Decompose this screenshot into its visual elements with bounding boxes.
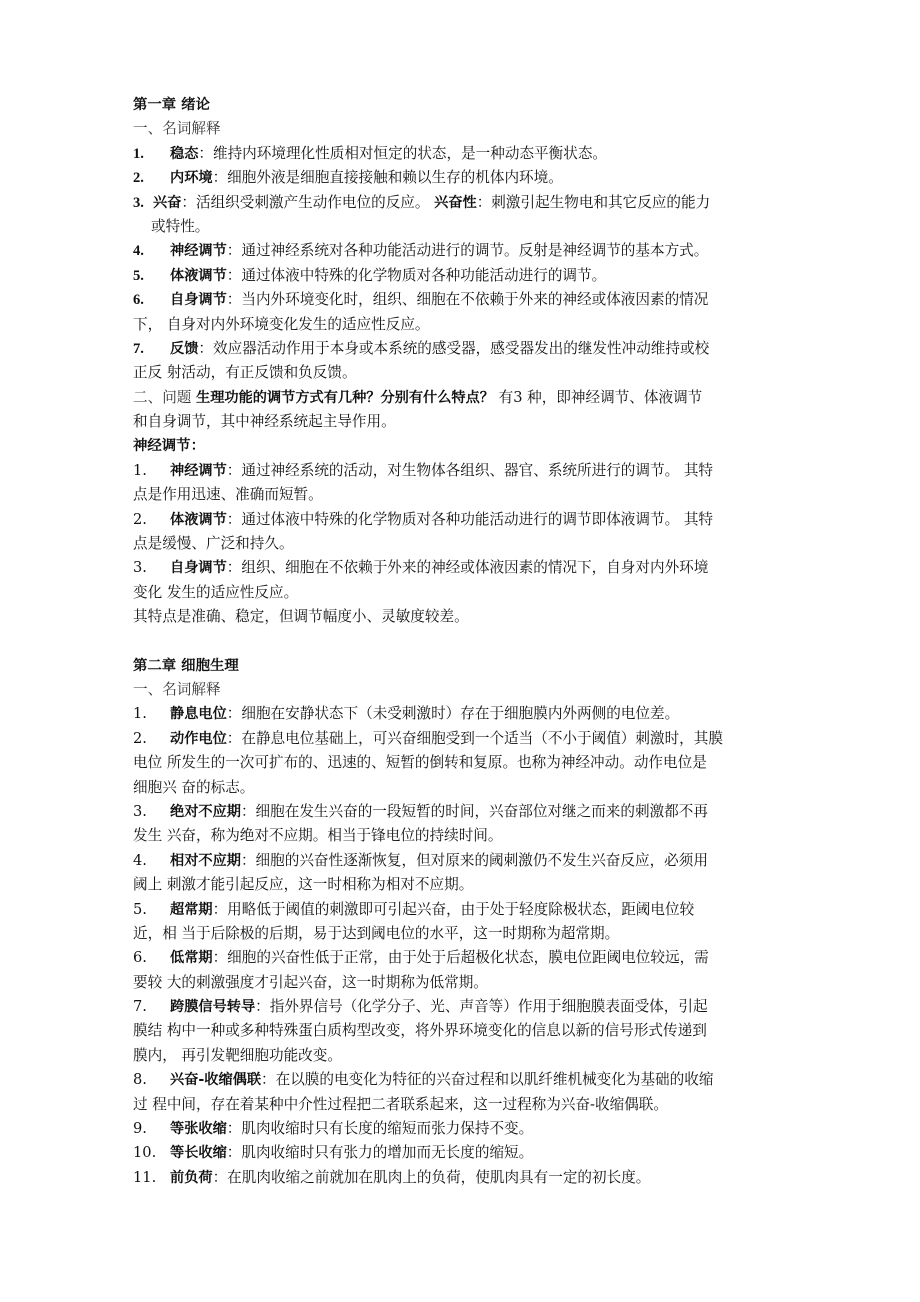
chapter-title: 第一章 绪论 (133, 97, 210, 113)
term: 体液调节 (170, 511, 227, 528)
closing-text: 其特点是准确、稳定，但调节幅度小、灵敏度较差。 (133, 608, 469, 626)
term: 自身调节 (170, 292, 227, 309)
term: 低常期 (170, 950, 213, 967)
term: 兴奋-收缩偶联 (170, 1072, 262, 1089)
definition-item: 4. 相对不应期：细胞的兴奋性逐渐恢复，但对原来的阈刺激仍不发生兴奋反应，必须用 (133, 851, 708, 869)
definition-continuation: 阈上 刺激才能引起反应，这一时相称为相对不应期。 (133, 876, 474, 894)
regulation-item: 1. 神经调节：通过神经系统的活动，对生物体各组织、器官、系统所进行的调节。 其特 (133, 461, 714, 479)
term: 跨膜信号转导 (170, 999, 256, 1016)
term: 自身调节 (170, 560, 227, 577)
definition-continuation: 膜结 构中一种或多种特殊蛋白质构型改变，将外界环境变化的信息以新的信号形式传递到 (133, 1022, 707, 1040)
section-heading: 一、名词解释 (133, 120, 221, 138)
term: 体液调节 (170, 267, 227, 284)
definition-item: 2. 内环境：细胞外液是细胞直接接触和赖以生存的机体内环境。 (133, 169, 563, 187)
definition-continuation: 过 程中间，存在着某种中介性过程把二者联系起来，这一过程称为兴奋-收缩偶联。 (133, 1095, 668, 1113)
definition-item: 6. 自身调节：当内外环境变化时，组织、细胞在不依赖于外来的神经或体液因素的情况 (133, 291, 709, 309)
definition-item: 8. 兴奋-收缩偶联：在以膜的电变化为特征的兴奋过程和以肌纤维机械变化为基础的收缩 (133, 1071, 714, 1089)
definition-continuation: 细胞兴 奋的标志。 (133, 778, 255, 796)
definition-continuation: 下， 自身对内外环境变化发生的适应性反应。 (133, 315, 430, 333)
definition-continuation: 或特性。 (151, 217, 210, 235)
term: 神经调节 (170, 462, 227, 479)
definition-continuation: 近，相 当于后除极的后期，易于达到阈电位的水平，这一时期称为超常期。 (133, 924, 620, 942)
term: 相对不应期 (170, 852, 241, 869)
definition-continuation: 发生 兴奋，称为绝对不应期。相当于锋电位的持续时间。 (133, 827, 503, 845)
term: 超常期 (170, 901, 213, 918)
definition-continuation: 膜内， 再引发靶细胞功能改变。 (133, 1046, 342, 1064)
regulation-continuation: 变化 发生的适应性反应。 (133, 583, 299, 601)
section-heading: 一、名词解释 (133, 680, 221, 698)
definition-item: 7. 反馈：效应器活动作用于本身或本系统的感受器，感受器发出的继发性冲动维持或校 (133, 339, 710, 357)
definition-item: 1. 静息电位：细胞在安静状态下（未受刺激时）存在于细胞膜内外两侧的电位差。 (133, 705, 680, 723)
definition-item: 5. 体液调节：通过体液中特殊的化学物质对各种功能活动进行的调节。 (133, 266, 607, 284)
definition-item: 2. 动作电位：在静息电位基础上，可兴奋细胞受到一个适当（不小于阈值）刺激时，其膜 (133, 729, 723, 747)
definition-item: 5. 超常期：用略低于阈值的刺激即可引起兴奋，由于处于轻度除极状态，距阈电位较 (133, 900, 695, 918)
definition-item: 6. 低常期：细胞的兴奋性低于正常，由于处于后超极化状态，膜电位距阈电位较远，需 (133, 949, 709, 967)
term: 神经调节 (170, 243, 227, 260)
regulation-continuation: 点是作用迅速、准确而短暂。 (133, 486, 323, 504)
term: 等长收缩 (170, 1145, 227, 1162)
question: 生理功能的调节方式有几种？分别有什么特点？ (196, 389, 494, 406)
regulation-item: 2. 体液调节：通过体液中特殊的化学物质对各种功能活动进行的调节即体液调节。 其特 (133, 510, 714, 528)
term: 动作电位 (170, 730, 227, 747)
term: 稳态 (170, 145, 199, 162)
definition-item: 11. 前负荷：在肌肉收缩之前就加在肌肉上的负荷，使肌肉具有一定的初长度。 (133, 1168, 651, 1186)
definition-item: 10. 等长收缩：肌肉收缩时只有张力的增加而无长度的缩短。 (133, 1144, 534, 1162)
chapter-title: 第二章 细胞生理 (133, 657, 239, 674)
definition-item: 1. 稳态：维持内环境理化性质相对恒定的状态，是一种动态平衡状态。 (133, 144, 608, 162)
definition-item: 7. 跨膜信号转导：指外界信号（化学分子、光、声音等）作用于细胞膜表面受体，引起 (133, 998, 708, 1016)
document-page (133, 93, 793, 1190)
definition-item: 3. 绝对不应期：细胞在发生兴奋的一段短暂的时间，兴奋部位对继之而来的刺激都不再 (133, 802, 708, 820)
definition-item: 3. 兴奋：活组织受刺激产生动作电位的反应。 兴奋性：刺激引起生物电和其它反应的能力 (133, 193, 711, 211)
term: 等张收缩 (170, 1121, 227, 1138)
term: 反馈 (170, 340, 199, 357)
definition-item: 4. 神经调节：通过神经系统对各种功能活动进行的调节。反射是神经调节的基本方式。 (133, 242, 709, 260)
question-line: 二、问题 生理功能的调节方式有几种？分别有什么特点？ 有3 种，即神经调节、体液调节 (133, 388, 703, 406)
term: 兴奋性 (434, 194, 477, 211)
definition-continuation: 要较 大的刺激强度才引起兴奋，这一时期称为低常期。 (133, 973, 488, 991)
term: 内环境 (170, 170, 213, 187)
definition-item: 9. 等张收缩：肌肉收缩时只有长度的缩短而张力保持不变。 (133, 1120, 534, 1138)
term: 绝对不应期 (170, 803, 241, 820)
term: 前负荷 (170, 1169, 213, 1186)
subheading: 神经调节： (133, 438, 205, 455)
regulation-continuation: 点是缓慢、广泛和持久。 (133, 535, 294, 553)
definition-continuation: 电位 所发生的一次可扩布的、迅速的、短暂的倒转和复原。也称为神经冲动。动作电位是 (133, 754, 707, 772)
term: 兴奋 (153, 194, 182, 211)
answer-continuation: 和自身调节，其中神经系统起主导作用。 (133, 413, 396, 431)
regulation-item: 3. 自身调节：组织、细胞在不依赖于外来的神经或体液因素的情况下，自身对内外环境 (133, 559, 709, 577)
definition-continuation: 正反 射活动，有正反馈和负反馈。 (133, 364, 357, 382)
term: 静息电位 (170, 706, 227, 723)
